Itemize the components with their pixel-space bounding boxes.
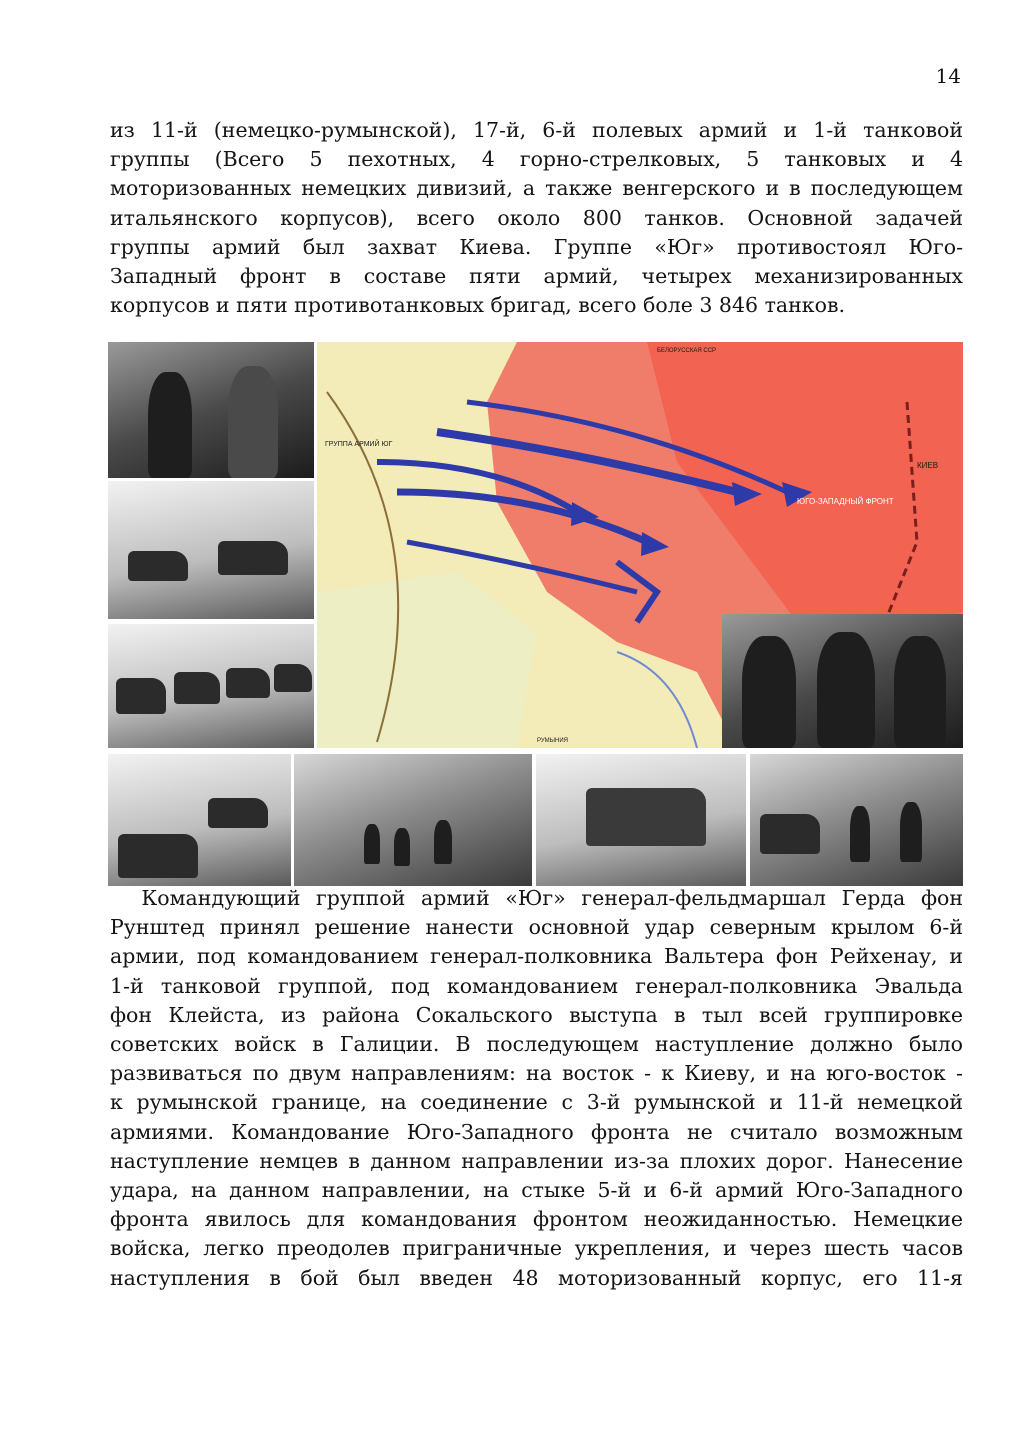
text-line: 1-й танковой группой, под командованием генерал-полковника Эвальда: [110, 973, 963, 998]
text-line: моторизованных немецких дивизий, а также венгерского и в последующем: [110, 176, 963, 201]
photo-collage: [108, 342, 963, 886]
paragraph-2: [110, 884, 963, 1293]
text-line: войска, легко преодолев приграничные укрепления, и через шесть часов: [110, 1236, 963, 1261]
photo-soviet-commanders: [722, 614, 963, 748]
photo-panzer-column: [108, 754, 291, 886]
text-line: из 11-й (немецко-румынской), 17-й, 6-й полевых армий и 1-й танковой: [110, 118, 963, 142]
map-label-belorussian-ssr: БЕЛОРУССКАЯ ССР: [657, 348, 717, 354]
text-line: Рунштед принял решение нанести основной удар северным крылом 6-й: [110, 915, 963, 940]
text-line: итальянского корпусов), всего около 800 танков. Основной задачей: [110, 205, 963, 230]
text-line: наступление немцев в данном направлении из-за плохих дорог. Нанесение: [110, 1148, 963, 1173]
photo-commanders-meeting: [108, 342, 314, 478]
text-line: советских войск в Галиции. В последующем наступление должно было: [110, 1032, 963, 1057]
photo-motorized-column: [750, 754, 963, 886]
text-line: к румынской границе, на соединение с 3-й румынской и 11-й немецкой: [110, 1090, 963, 1115]
photo-destroyed-tank: [536, 754, 746, 886]
text-line: армии, под командованием генерал-полковника Вальтера фон Рейхенау, и: [110, 944, 963, 969]
paragraph-1: [110, 116, 963, 320]
text-line: фронта явилось для командования фронтом неожиданностью. Немецкие: [110, 1207, 963, 1232]
text-line: развиваться по двум направлениям: на восток - к Киеву, и на юго-восток -: [110, 1061, 963, 1086]
photo-destroyed-vehicles: [108, 481, 314, 619]
text-line: Командующий группой армий «Юг» генерал-фельдмаршал Герда фон: [110, 886, 963, 910]
map-label-southwestern-front: ЮГО-ЗАПАДНЫЙ ФРОНТ: [797, 497, 894, 506]
text-line: Западный фронт в составе пяти армий, четырех механизированных: [110, 264, 963, 289]
map-label-romania: РУМЫНИЯ: [537, 738, 568, 744]
text-line: наступления в бой был введен 48 моторизованный корпус, его 11-я: [110, 1265, 963, 1290]
page-number: 14: [935, 64, 961, 88]
text-line: армиями. Командование Юго-Западного фронта не считало возможным: [110, 1119, 963, 1144]
map-label-kiev: КИЕВ: [917, 461, 939, 470]
text-line: фон Клейста, из района Сокальского выступа в тыл всей группировке: [110, 1002, 963, 1027]
map-label-army-group-south: ГРУППА АРМИЙ ЮГ: [325, 441, 393, 448]
photo-tank-column: [108, 624, 314, 748]
photo-street-battle: [294, 754, 532, 886]
text-line: удара, на данном направлении, на стыке 5-й и 6-й армий Юго-Западного: [110, 1178, 963, 1203]
text-line: группы (Всего 5 пехотных, 4 горно-стрелковых, 5 танковых и 4: [110, 147, 963, 172]
text-line: корпусов и пяти противотанковых бригад, всего боле 3 846 танков.: [110, 293, 846, 318]
text-line: группы армий был захват Киева. Группе «Юг» противостоял Юго-: [110, 234, 963, 259]
